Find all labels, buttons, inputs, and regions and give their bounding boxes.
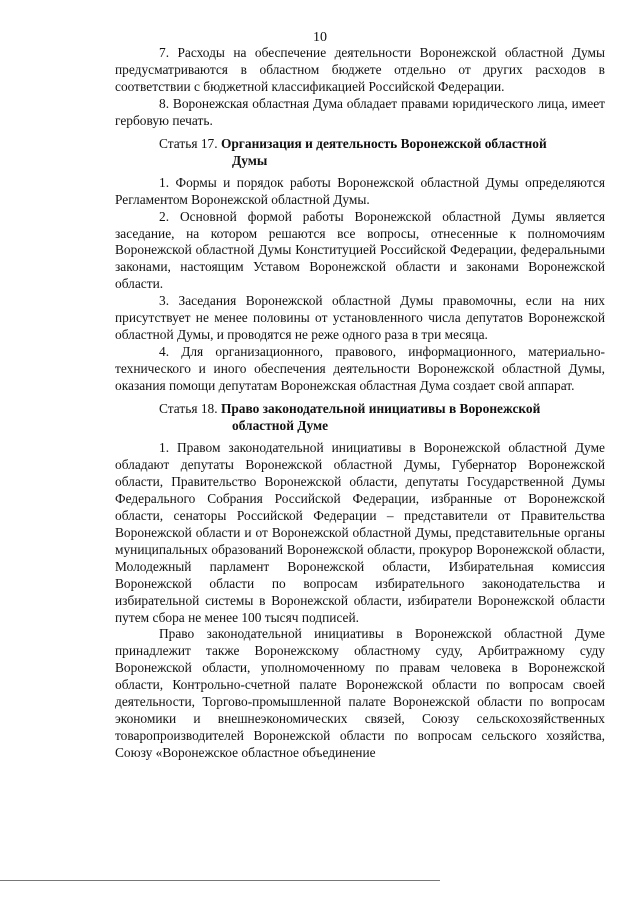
article-17-paragraph-4: 4. Для организационного, правового, информационного, материально-технического и иного обеспечения деятельности Воронежской областной Думы, оказания помощи депутатам Воронежская областная Дума создает свой аппарат. [115, 344, 605, 394]
article-17-title-cont: Думы [232, 152, 268, 168]
article-17-title: Организация и деятельность Воронежской областной [220, 135, 547, 151]
article-17-heading [115, 136, 605, 170]
page-number: 10 [313, 30, 327, 45]
paragraph-7: 7. Расходы на обеспечение деятельности Воронежской областной Думы предусматриваются в областном бюджете отдельно от других расходов в соответствии с бюджетной классификацией Российской Федерации. [115, 45, 605, 94]
paragraph-8: 8. Воронежская областная Дума обладает правами юридического лица, имеет гербовую печать. [115, 95, 605, 128]
article-18-paragraph-2: Право законодательной инициативы в Воронежской областной Думе принадлежит также Воронежскому областному суду, Арбитражному суду Воронежской области, уполномоченному по правам человека в Воронежской области, Контрольно-счетной палате Воронежской области по вопросам своей деятельности, Торгово-промышленной палате Воронежской области по вопросам экономики и внешнеэкономических связей, Союзу сельскохозяйственных товаропроизводителей Воронежской области по вопросам сельского хозяйства, Союзу «Воронежское областное объединение [115, 626, 605, 761]
footer-divider [0, 880, 440, 881]
article-18-title-cont: областной Думе [232, 418, 329, 434]
article-17-paragraph-3: 3. Заседания Воронежской областной Думы правомочны, если на них присутствует не менее половины от установленного числа депутатов Воронежской областной Думы, и проводятся не реже одного раза в три месяца. [115, 293, 605, 343]
article-17-number: Статья 17. [159, 135, 218, 151]
article-18-title: Право законодательной инициативы в Воронежской [220, 401, 541, 417]
article-18-heading [115, 401, 605, 435]
document-body [115, 45, 605, 762]
article-18-number: Статья 18. [159, 401, 218, 417]
article-17-paragraph-1: 1. Формы и порядок работы Воронежской областной Думы определяются Регламентом Воронежской областной Думы. [115, 174, 605, 207]
article-18-paragraph-1: 1. Правом законодательной инициативы в Воронежской областной Думе обладают депутаты Воронежской областной Думы, Губернатор Воронежской области, Правительство Воронежской области, депутаты Государственной Думы Федерального Собрания Российской Федерации, избранные от Воронежской области, сенаторы Российской Федерации – представители от Правительства Воронежской области и от Воронежской областной Думы, представительные органы муниципальных образований Воронежской области, прокурор Воронежской области, Молодежный парламент Воронежской области, Избирательная комиссия Воронежской области по вопросам избирательного законодательства и избирательной системы в Воронежской области, избиратели Воронежской области путем сбора не менее 100 тысяч подписей. [115, 439, 605, 625]
article-17-paragraph-2: 2. Основной формой работы Воронежской областной Думы является заседание, на котором решаются все вопросы, отнесенные к полномочиям Воронежской областной Думы Конституцией Российской Федерации, федеральными законами, настоящим Уставом Воронежской области и законами Воронежской области. [115, 208, 605, 292]
